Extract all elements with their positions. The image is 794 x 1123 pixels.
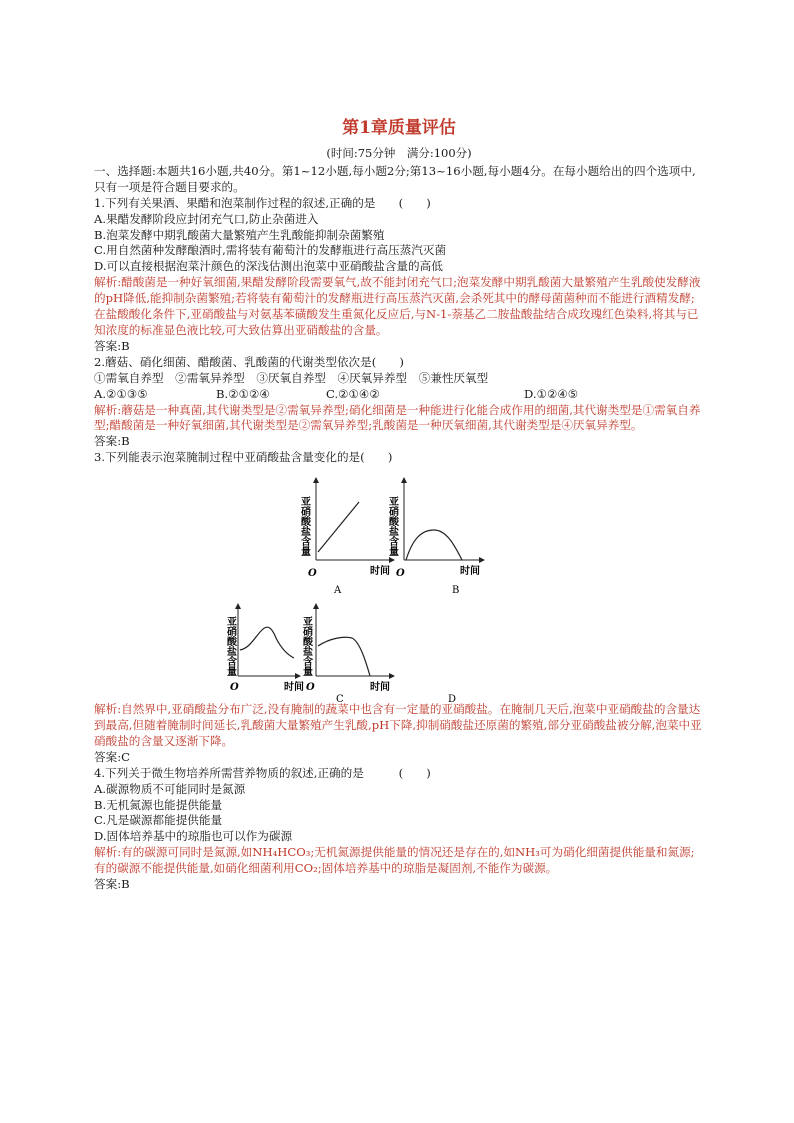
q1-option-c: C.用自然菌种发酵酿酒时,需将装有葡萄汁的发酵瓶进行高压蒸汽灭菌 bbox=[94, 243, 447, 258]
graph-b-origin: O bbox=[396, 568, 405, 580]
q4-option-c: C.凡是碳源都能提供能量 bbox=[94, 813, 223, 828]
q3-graphs bbox=[94, 466, 704, 702]
graph-c-ylabel: 亚硝酸盐含量 bbox=[224, 616, 236, 677]
graph-a-label: A bbox=[334, 585, 342, 597]
q3-analysis: 解析:自然界中,亚硝酸盐分布广泛,没有腌制的蔬菜中也含有一定量的亚硝酸盐。在腌制几天后,泡菜中亚硝酸盐的含量达到最高,但随着腌制时间延长,乳酸菌大量繁殖产生乳酸,pH下降,抑制硝酸盐还原菌的繁殖,部分亚硝酸盐被分解,泡菜中亚硝酸盐的含量又逐渐下降。 bbox=[94, 702, 702, 748]
section-intro: 一、选择题:本题共16小题,共40分。第1~12小题,每小题2分;第13~16小题,每小题4分。在每小题给出的四个选项中,只有一项是符合题目要求的。 bbox=[94, 163, 696, 194]
graph-c-origin: O bbox=[230, 682, 239, 694]
q1-option-b: B.泡菜发酵中期乳酸菌大量繁殖产生乳酸能抑制杂菌繁殖 bbox=[94, 227, 385, 242]
graph-b-ylabel: 亚硝酸盐含量 bbox=[386, 496, 398, 557]
q2-option-b: B.②①②④ bbox=[216, 386, 270, 401]
graph-b bbox=[387, 478, 485, 596]
exam-info: (时间:75分钟 满分:100分) bbox=[326, 146, 472, 160]
q2-metabolic-types: ①需氧自养型 ②需氧异养型 ③厌氧自养型 ④厌氧异养型 ⑤兼性厌氧型 bbox=[94, 370, 489, 385]
document-page bbox=[94, 118, 704, 893]
q4-option-d: D.固体培养基中的琼脂也可以作为碳源 bbox=[94, 829, 293, 844]
q4-option-b: B.无机氮源也能提供能量 bbox=[94, 797, 223, 812]
q1-option-d: D.可以直接根据泡菜汁颜色的深浅估测出泡菜中亚硝酸盐含量的高低 bbox=[94, 259, 443, 274]
question-4-stem: 4.下列关于微生物培养所需营养物质的叙述,正确的是 ( ) bbox=[94, 765, 431, 780]
page-title: 第1章质量评估 bbox=[342, 118, 456, 138]
graph-d bbox=[284, 604, 394, 693]
graph-a-xlabel: 时间 bbox=[370, 566, 390, 578]
question-3-stem: 3.下列能表示泡菜腌制过程中亚硝酸盐含量变化的是( ) bbox=[94, 450, 393, 465]
q2-option-c: C.②①④② bbox=[326, 386, 380, 401]
graph-b-label: B bbox=[452, 585, 460, 597]
q3-answer: 答案:C bbox=[94, 749, 130, 764]
q2-answer: 答案:B bbox=[94, 434, 130, 449]
question-2-stem: 2.蘑菇、硝化细菌、醋酸菌、乳酸菌的代谢类型依次是( ) bbox=[94, 354, 404, 369]
graph-b-xlabel: 时间 bbox=[460, 566, 480, 578]
graph-c-label: C bbox=[336, 694, 344, 703]
graph-c bbox=[225, 604, 301, 693]
q2-option-d: D.①②④⑤ bbox=[524, 386, 579, 401]
q4-analysis: 解析:有的碳源可同时是氮源,如NH₄HCO₃;无机氮源提供能量的情况还是存在的,如NH₃可为硝化细菌提供能量和氮源;有的碳源不能提供能量,如硝化细菌利用CO₂;固体培养基中的琼脂是凝固剂,不能作为碳源。 bbox=[94, 845, 695, 876]
graph-b-curve bbox=[406, 530, 462, 560]
graph-a-ylabel: 亚硝酸盐含量 bbox=[298, 496, 310, 557]
q3-graph-figure bbox=[94, 466, 704, 702]
q4-option-a: A.碳源物质不可能同时是氮源 bbox=[94, 781, 246, 796]
graph-c-xlabel: 时间 bbox=[284, 682, 304, 694]
graph-d-origin: O bbox=[306, 682, 315, 694]
q4-answer: 答案:B bbox=[94, 877, 130, 892]
graph-d-curve bbox=[318, 637, 370, 676]
graph-a bbox=[299, 478, 395, 596]
q2-options bbox=[94, 387, 704, 403]
q1-answer: 答案:B bbox=[94, 338, 130, 353]
graph-a-curve bbox=[318, 502, 359, 552]
q2-analysis: 解析:蘑菇是一种真菌,其代谢类型是②需氧异养型;硝化细菌是一种能进行化能合成作用的细菌,其代谢类型是①需氧自养型;醋酸菌是一种好氧细菌,其代谢类型是②需氧异养型;乳酸菌是一种厌氧细菌,其代谢类型是④厌氧异养型。 bbox=[94, 402, 701, 433]
q1-option-a: A.果醋发酵阶段应封闭充气口,防止杂菌进入 bbox=[94, 211, 319, 226]
graph-d-label: D bbox=[448, 694, 457, 703]
graph-c-curve bbox=[240, 627, 294, 658]
question-1-stem: 1.下列有关果酒、果醋和泡菜制作过程的叙述,正确的是 ( ) bbox=[94, 195, 431, 210]
graph-d-xlabel: 时间 bbox=[370, 682, 390, 694]
q2-option-a: A.②①③⑤ bbox=[94, 386, 148, 401]
q1-analysis: 解析:醋酸菌是一种好氧细菌,果醋发酵阶段需要氧气,故不能封闭充气口;泡菜发酵中期乳酸菌大量繁殖产生乳酸使发酵液的pH降低,能抑制杂菌繁殖;若将装有葡萄汁的发酵瓶进行高压蒸汽灭菌,会杀死其中的酵母菌菌种而不能进行酒精发酵;在盐酸酸化条件下,亚硝酸盐与对氨基苯磺酸发生重氮化反应后,与N-1-萘基乙二胺盐酸盐结合成玫瑰红色染料,将其与已知浓度的标准显色液比较,可大致估算出亚硝酸盐的含量。 bbox=[94, 275, 701, 337]
graph-d-ylabel: 亚硝酸盐含量 bbox=[300, 616, 312, 677]
graph-a-origin: O bbox=[308, 568, 317, 580]
